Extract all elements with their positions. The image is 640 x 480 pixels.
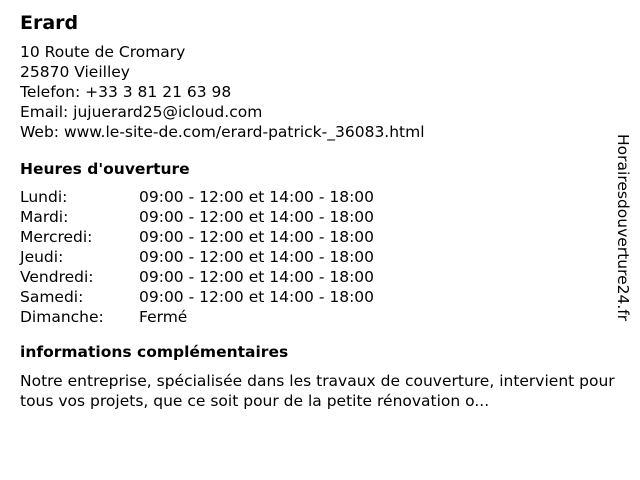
hours-row-wednesday <box>20 227 374 247</box>
day-label: Samedi: <box>20 288 84 306</box>
day-label: Lundi: <box>20 188 68 206</box>
hours-row-friday <box>20 267 374 287</box>
opening-hours-table <box>20 187 374 327</box>
watermark-text: Horairesdouverture24.fr <box>614 134 632 322</box>
time-value: Fermé <box>139 308 188 326</box>
time-value: 09:00 - 12:00 et 14:00 - 18:00 <box>139 208 375 226</box>
time-value: 09:00 - 12:00 et 14:00 - 18:00 <box>139 228 375 246</box>
hours-row-thursday <box>20 247 374 267</box>
hours-row-tuesday <box>20 207 374 227</box>
address-city: 25870 Vieilley <box>20 63 130 81</box>
day-label: Jeudi: <box>20 248 64 266</box>
day-label: Vendredi: <box>20 268 94 286</box>
phone-text: Telefon: +33 3 81 21 63 98 <box>20 83 232 101</box>
time-value: 09:00 - 12:00 et 14:00 - 18:00 <box>139 248 375 266</box>
time-value: 09:00 - 12:00 et 14:00 - 18:00 <box>139 268 375 286</box>
info-title: informations complémentaires <box>20 343 289 361</box>
business-name: Erard <box>20 12 79 34</box>
hours-row-saturday <box>20 287 374 307</box>
hours-title: Heures d'ouverture <box>20 160 190 178</box>
time-value: 09:00 - 12:00 et 14:00 - 18:00 <box>139 288 375 306</box>
business-card <box>20 11 620 411</box>
email-text: Email: jujuerard25@icloud.com <box>20 103 263 121</box>
contact-block <box>20 42 620 142</box>
info-description: Notre entreprise, spécialisée dans les travaux de couverture, intervient pour tous vos projets, que ce soit pour de la petite rénovation o... <box>20 372 615 410</box>
hours-row-sunday <box>20 307 374 327</box>
website-text: Web: www.le-site-de.com/erard-patrick-_36083.html <box>20 123 425 141</box>
hours-row-monday <box>20 187 374 207</box>
day-label: Dimanche: <box>20 308 104 326</box>
day-label: Mercredi: <box>20 228 93 246</box>
time-value: 09:00 - 12:00 et 14:00 - 18:00 <box>139 188 375 206</box>
address-street: 10 Route de Cromary <box>20 43 186 61</box>
day-label: Mardi: <box>20 208 69 226</box>
